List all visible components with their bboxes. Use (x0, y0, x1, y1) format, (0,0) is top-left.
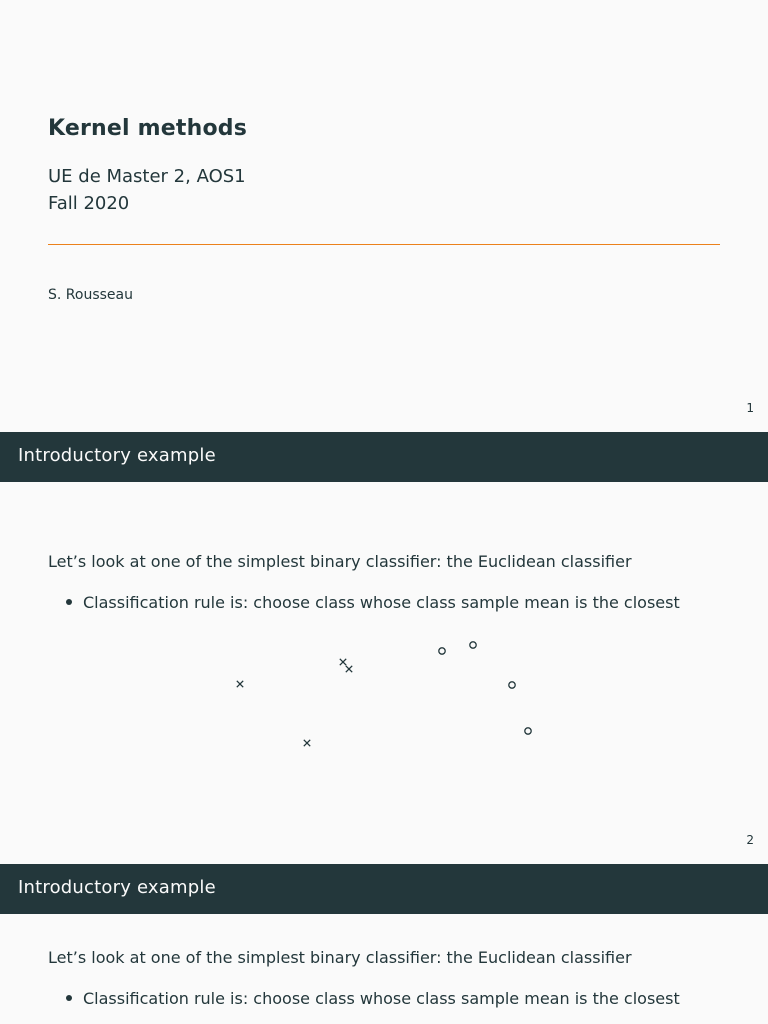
subtitle-course: UE de Master 2, AOS1 (48, 166, 246, 187)
intro-text: Let’s look at one of the simplest binary classifier: the Euclidean classifier (48, 552, 632, 571)
circle-point-marker (525, 728, 531, 734)
bullet-text: Classification rule is: choose class whose class sample mean is the closest (83, 593, 680, 612)
scatter-plot (0, 432, 768, 864)
presentation-subtitle (48, 163, 246, 217)
frame-title: Introductory example (18, 877, 216, 898)
bullet-item (66, 989, 680, 1008)
circle-point-marker (439, 648, 445, 654)
page-number: 2 (746, 833, 754, 847)
bullet-text: Classification rule is: choose class whose class sample mean is the closest (83, 989, 680, 1008)
page-number: 1 (746, 401, 754, 415)
frame-title-bar (0, 864, 768, 914)
circle-point-marker (509, 682, 515, 688)
cross-point-marker (237, 681, 243, 687)
cross-point-marker (346, 666, 352, 672)
intro-example-slide (0, 432, 768, 864)
presentation-title: Kernel methods (48, 116, 247, 141)
bullet-dot-icon (66, 995, 72, 1001)
circle-point-marker (470, 642, 476, 648)
cross-point-marker (340, 659, 346, 665)
cross-point-marker (304, 740, 310, 746)
title-separator-rule (48, 244, 720, 245)
intro-example-slide-continued (0, 864, 768, 1024)
author-name: S. Rousseau (48, 287, 133, 303)
subtitle-term: Fall 2020 (48, 193, 130, 214)
title-slide (0, 0, 768, 432)
intro-text: Let’s look at one of the simplest binary classifier: the Euclidean classifier (48, 948, 632, 967)
frame-title: Introductory example (18, 445, 216, 466)
